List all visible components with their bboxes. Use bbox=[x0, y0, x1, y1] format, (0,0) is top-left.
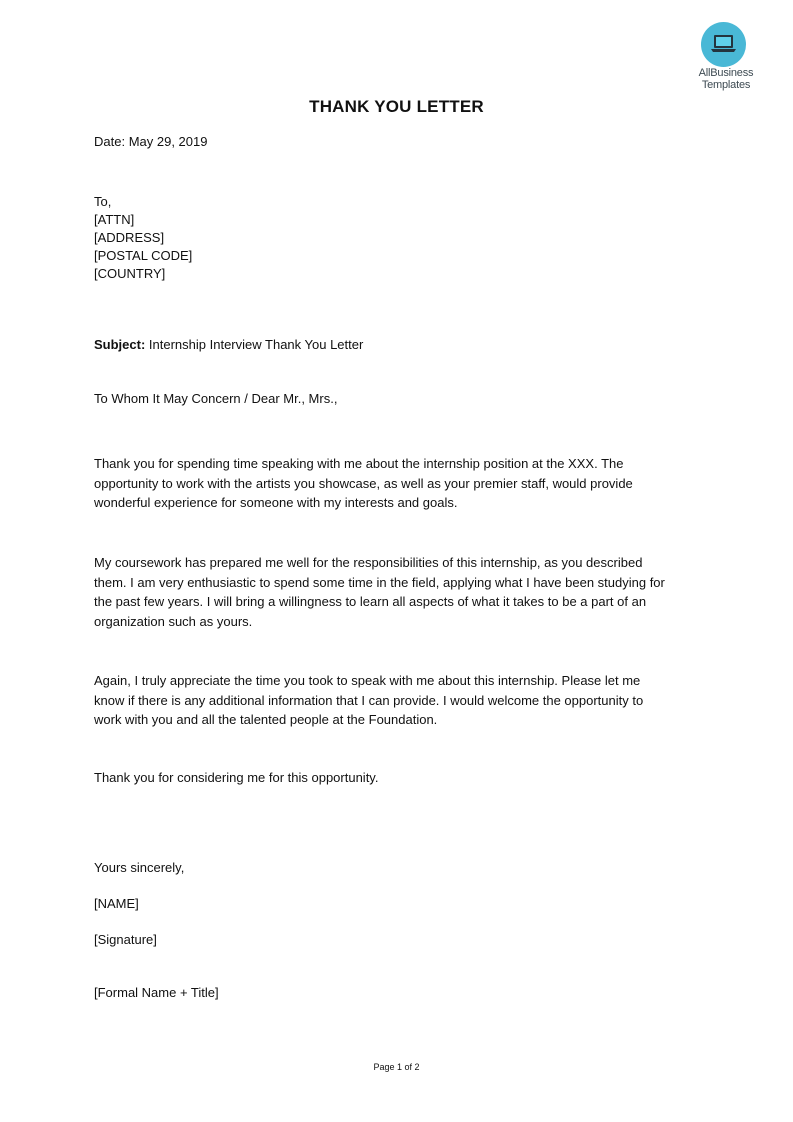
paragraph-line: the past few years. I will bring a willingness to learn all aspects of what it takes to be a part of an bbox=[94, 594, 647, 609]
paragraph-line: opportunity to work with the artists you showcase, as well as your premier staff, would provide bbox=[94, 475, 633, 491]
body-paragraph-3 bbox=[94, 671, 694, 730]
date-line bbox=[94, 133, 207, 151]
logo-line-1: AllBusiness bbox=[698, 67, 754, 79]
date-label: Date: bbox=[94, 134, 126, 149]
signoff-closing: Yours sincerely, bbox=[94, 860, 185, 875]
laptop-icon bbox=[701, 22, 746, 67]
paragraph-line: Again, I truly appreciate the time you took to speak with me about this internship. Please let me bbox=[94, 673, 641, 688]
company-logo bbox=[688, 22, 764, 94]
paragraph-line: My coursework has prepared me well for the responsibilities of this internship, as you described bbox=[94, 555, 643, 570]
subject-line bbox=[94, 336, 363, 354]
letter-title: THANK YOU LETTER bbox=[309, 97, 484, 116]
recipient-address: [ADDRESS] bbox=[94, 230, 165, 245]
paragraph-line: work with you and all the talented people at the Foundation. bbox=[94, 712, 438, 727]
closing-line: Thank you for considering me for this opportunity. bbox=[94, 770, 379, 785]
recipient-postal-code: [POSTAL CODE] bbox=[94, 248, 193, 263]
paragraph-line: know if there is any additional information that I can provide. I would welcome the opportunity to bbox=[94, 692, 644, 708]
logo-line-2: Templates bbox=[701, 79, 751, 91]
subject-value: Internship Interview Thank You Letter bbox=[148, 337, 364, 352]
page-number: Page 1 of 2 bbox=[373, 1062, 420, 1072]
paragraph-line: Thank you for spending time speaking with me about the internship position at the XXX. The bbox=[94, 456, 624, 471]
paragraph-line: wonderful experience for someone with my interests and goals. bbox=[94, 495, 458, 510]
signoff-signature: [Signature] bbox=[94, 932, 157, 947]
body-paragraph-1 bbox=[94, 454, 694, 513]
subject-label: Subject: bbox=[94, 337, 146, 352]
salutation: To Whom It May Concern / Dear Mr., Mrs., bbox=[94, 391, 338, 406]
recipient-to: To, bbox=[94, 194, 112, 209]
recipient-country: [COUNTRY] bbox=[94, 266, 166, 281]
body-paragraph-2 bbox=[94, 553, 694, 631]
paragraph-line: them. I am very enthusiastic to spend some time in the field, applying what I have been studying for bbox=[94, 574, 665, 590]
recipient-attn: [ATTN] bbox=[94, 212, 135, 227]
logo-badge bbox=[701, 22, 746, 67]
signoff-name: [NAME] bbox=[94, 896, 139, 911]
date-value: May 29, 2019 bbox=[128, 134, 208, 149]
paragraph-line: organization such as yours. bbox=[94, 613, 253, 629]
signoff-formal-name: [Formal Name + Title] bbox=[94, 985, 219, 1000]
logo-text bbox=[688, 67, 764, 91]
